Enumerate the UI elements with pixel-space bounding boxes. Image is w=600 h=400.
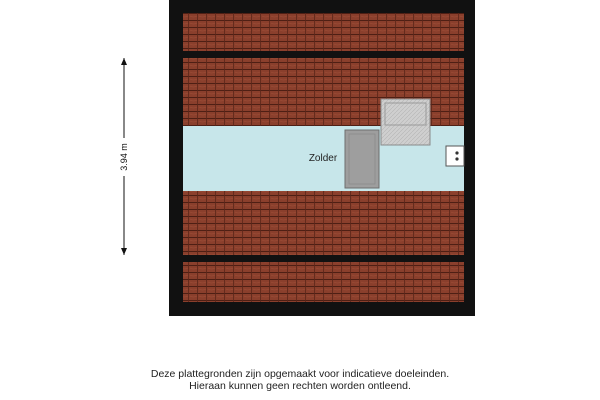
- boiler-knob-bottom: [455, 157, 458, 160]
- roof-tiles-top: [183, 13, 464, 51]
- roof-tiles-bottom: [183, 262, 464, 302]
- boiler-knob-top: [455, 151, 458, 154]
- dimension-arrow-bottom: [121, 248, 127, 255]
- room-label: Zolder: [308, 153, 338, 164]
- dimension-arrow-top: [121, 58, 127, 65]
- dimension-label: 3.94 m: [119, 143, 129, 171]
- roof-tiles-lower: [183, 191, 464, 255]
- disclaimer-line-2: Hieraan kunnen geen rechten worden ontleend.: [189, 380, 411, 392]
- disclaimer-line-1: Deze plattegronden zijn opgemaakt voor indicatieve doeleinden.: [150, 368, 450, 380]
- stair-hatch: [345, 130, 379, 188]
- boiler-unit: [446, 146, 464, 166]
- skylight: [381, 99, 430, 145]
